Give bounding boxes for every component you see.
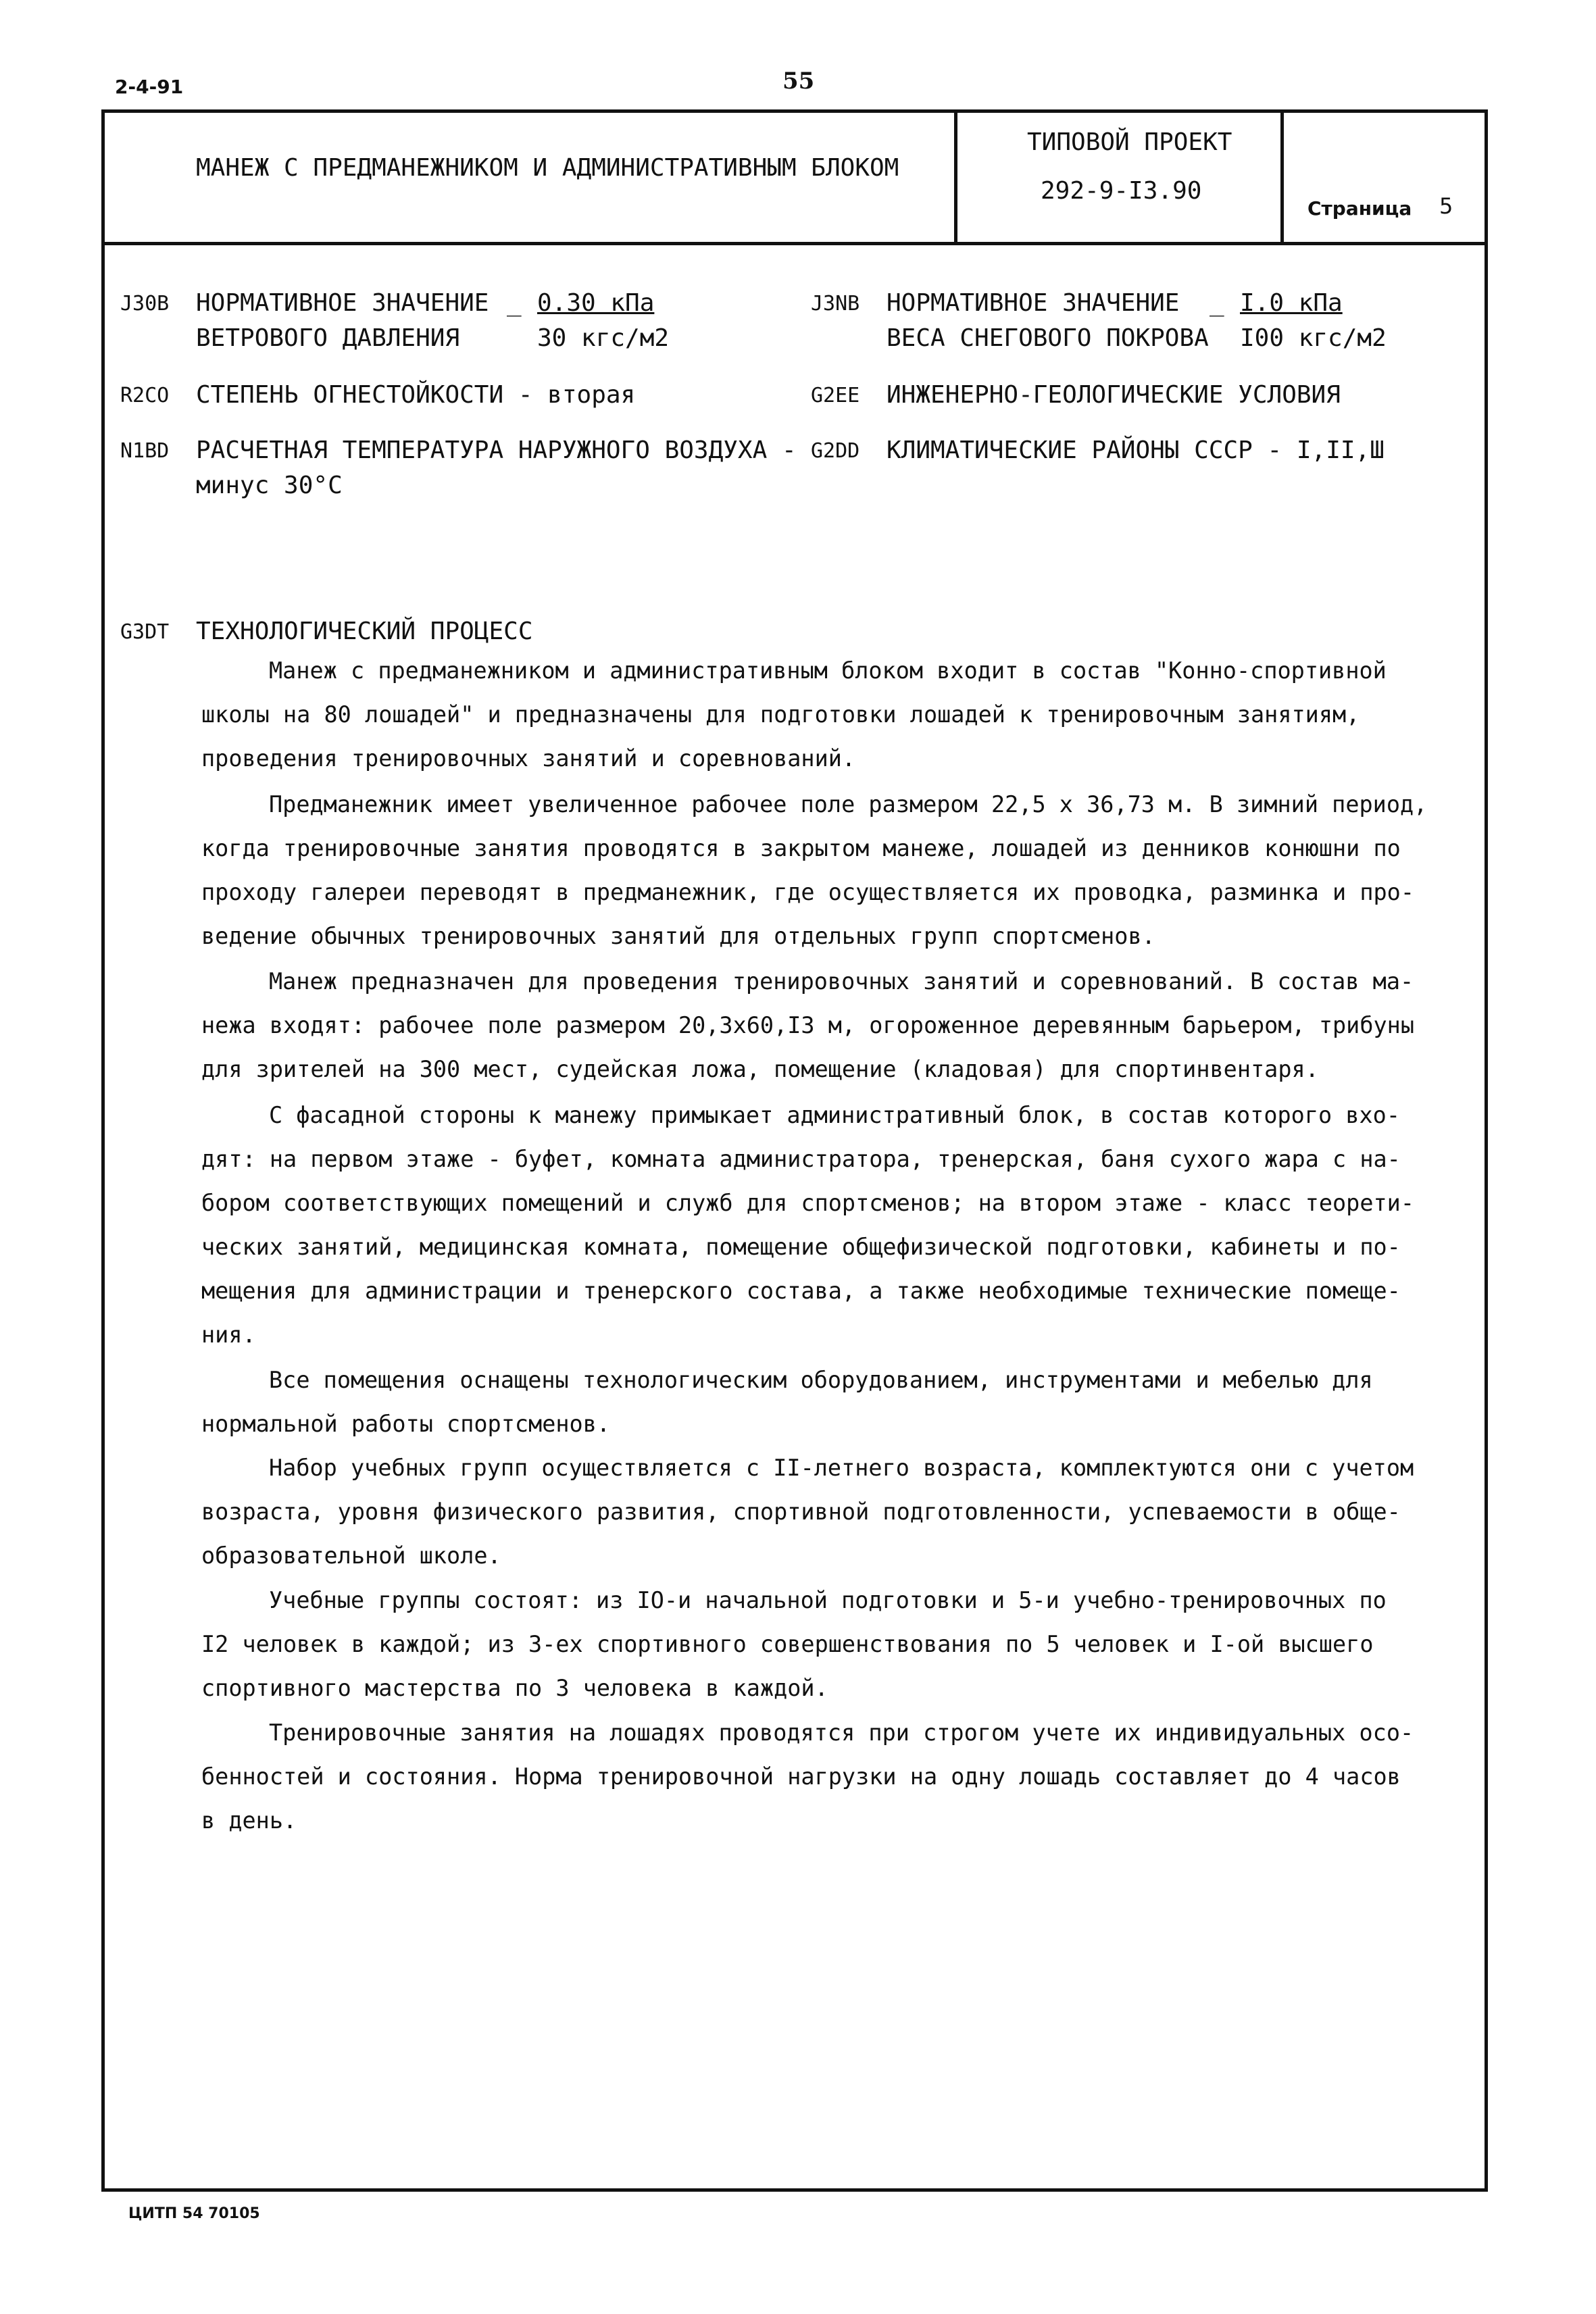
- paragraph-line: проведения тренировочных занятий и соревнований.: [201, 745, 856, 772]
- paragraph-line: образовательной школе.: [201, 1542, 501, 1569]
- paragraph-1: [201, 649, 1472, 780]
- geo-code: G2EE: [811, 384, 860, 407]
- paragraph-line: школы на 80 лошадей" и предназначены для подготовки лошадей к тренировочным занятиям,: [201, 701, 1360, 728]
- wind-value-kgs: 30 кгс/м2: [537, 324, 670, 352]
- project-number: 292-9-I3.90: [1041, 177, 1202, 205]
- climate-text: КЛИМАТИЧЕСКИЕ РАЙОНЫ СССР - I,II,Ш: [887, 436, 1385, 464]
- paragraph-line: С фасадной стороны к манежу примыкает административный блок, в состав которого вхо-: [269, 1102, 1401, 1128]
- paragraph-8: [201, 1711, 1472, 1842]
- page-number: 55: [782, 68, 815, 95]
- paragraph-5: [201, 1358, 1472, 1446]
- page-value: 5: [1439, 193, 1453, 219]
- paragraph-line: Набор учебных групп осуществляется с II-летнего возраста, комплектуются они с учетом: [269, 1455, 1414, 1481]
- document-title: МАНЕЖ С ПРЕДМАНЕЖНИКОМ И АДМИНИСТРАТИВНЫМ БЛОКОМ: [196, 154, 899, 182]
- paragraph-line: I2 человек в каждой; из 3-ех спортивного совершенствования по 5 человек и I-ой высшего: [201, 1631, 1374, 1657]
- snow-value-kpa: I.0 кПа: [1240, 289, 1343, 317]
- snow-line2: ВЕСА СНЕГОВОГО ПОКРОВА: [887, 324, 1209, 352]
- paragraph-line: ческих занятий, медицинская комната, помещение общефизической подготовки, кабинеты и по-: [201, 1234, 1401, 1260]
- paragraph-line: Все помещения оснащены технологическим оборудованием, инструментами и мебелью для: [269, 1367, 1373, 1393]
- wind-value-kpa: 0.30 кПа: [537, 289, 655, 317]
- paragraph-line: Манеж с предманежником и административным блоком входит в состав "Конно-спортивной: [269, 657, 1387, 684]
- wind-line1: НОРМАТИВНОЕ ЗНАЧЕНИЕ: [196, 289, 489, 317]
- paragraph-7: [201, 1578, 1472, 1710]
- snow-line1: НОРМАТИВНОЕ ЗНАЧЕНИЕ: [887, 289, 1180, 317]
- paragraph-line: когда тренировочные занятия проводятся в закрытом манеже, лошадей из денников конюшни по: [201, 835, 1401, 861]
- paragraph-line: бором соответствующих помещений и служб для спортсменов; на втором этаже - класс теорети-: [201, 1190, 1415, 1216]
- paragraph-line: в день.: [201, 1807, 297, 1834]
- process-code: G3DT: [120, 620, 170, 644]
- paragraph-line: дят: на первом этаже - буфет, комната администратора, тренерская, баня сухого жара с на-: [201, 1146, 1401, 1172]
- temp-line1: РАСЧЕТНАЯ ТЕМПЕРАТУРА НАРУЖНОГО ВОЗДУХА -: [196, 436, 797, 464]
- paragraph-line: Учебные группы состоят: из IO-и начальной подготовки и 5-и учебно-тренировочных по: [269, 1587, 1387, 1613]
- footer-code: ЦИТП 54 70105: [128, 2205, 260, 2222]
- wind-dash: _: [507, 289, 522, 317]
- paragraph-line: возраста, уровня физического развития, спортивной подготовленности, успеваемости в обще-: [201, 1499, 1401, 1525]
- paragraph-6: [201, 1446, 1472, 1578]
- geo-text: ИНЖЕНЕРНО-ГЕОЛОГИЧЕСКИЕ УСЛОВИЯ: [887, 381, 1341, 409]
- process-title: ТЕХНОЛОГИЧЕСКИЙ ПРОЦЕСС: [196, 618, 533, 645]
- header-bottom-rule: [101, 242, 1488, 245]
- paragraph-3: [201, 959, 1472, 1091]
- snow-dash: _: [1210, 289, 1224, 317]
- header-divider-1: [954, 109, 957, 242]
- temp-line2: минус 30°C: [196, 472, 343, 499]
- paragraph-line: Предманежник имеет увеличенное рабочее поле размером 22,5 х 36,73 м. В зимний период,: [269, 791, 1428, 818]
- wind-line2: ВЕТРОВОГО ДАВЛЕНИЯ: [196, 324, 460, 352]
- paragraph-line: проходу галереи переводят в предманежник, где осуществляется их проводка, разминка и про-: [201, 879, 1415, 905]
- temp-code: N1BD: [120, 439, 170, 463]
- paragraph-line: для зрителей на 300 мест, судейская ложа, помещение (кладовая) для спортинвентаря.: [201, 1056, 1319, 1082]
- page-label: Страница: [1307, 197, 1412, 220]
- project-label: ТИПОВОЙ ПРОЕКТ: [1027, 128, 1232, 156]
- fire-code: R2CO: [120, 384, 170, 407]
- wind-code: J30B: [120, 292, 170, 316]
- paragraph-2: [201, 782, 1472, 958]
- snow-value-kgs: I00 кгс/м2: [1240, 324, 1387, 352]
- fire-text: СТЕПЕНЬ ОГНЕСТОЙКОСТИ - вторая: [196, 381, 636, 409]
- paragraph-line: мещения для администрации и тренерского состава, а также необходимые технические помеще-: [201, 1278, 1401, 1304]
- paragraph-line: ведение обычных тренировочных занятий для отдельных групп спортсменов.: [201, 923, 1155, 949]
- paragraph-line: ния.: [201, 1322, 256, 1348]
- paragraph-line: нормальной работы спортсменов.: [201, 1411, 611, 1437]
- header-divider-2: [1280, 109, 1284, 242]
- paragraph-line: бенностей и состояния. Норма тренировочной нагрузки на одну лошадь составляет до 4 часов: [201, 1763, 1401, 1790]
- climate-code: G2DD: [811, 439, 860, 463]
- paragraph-4: [201, 1093, 1472, 1357]
- paragraph-line: спортивного мастерства по 3 человека в каждой.: [201, 1675, 828, 1701]
- paragraph-line: Манеж предназначен для проведения тренировочных занятий и соревнований. В состав ма-: [269, 968, 1414, 995]
- page-code: 2-4-91: [115, 76, 184, 98]
- paragraph-line: нежа входят: рабочее поле размером 20,3х60,I3 м, огороженное деревянным барьером, трибуны: [201, 1012, 1415, 1038]
- paragraph-line: Тренировочные занятия на лошадях проводятся при строгом учете их индивидуальных осо-: [269, 1719, 1414, 1746]
- snow-code: J3NB: [811, 292, 860, 316]
